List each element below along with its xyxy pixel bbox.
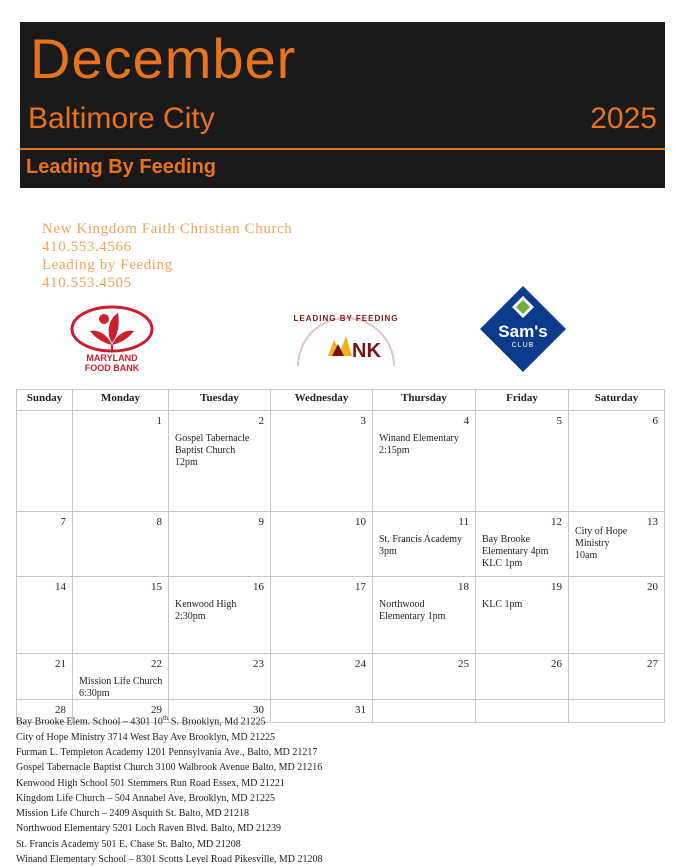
weekday-header: Monday xyxy=(73,390,169,411)
calendar-day-cell xyxy=(476,654,569,700)
org-phone: 410.553.4505 xyxy=(42,275,132,291)
calendar-day xyxy=(373,577,475,653)
day-number: 19 xyxy=(551,581,562,593)
day-number: 13 xyxy=(647,516,658,528)
address-line xyxy=(16,745,323,760)
calendar-day-cell xyxy=(569,700,665,723)
address-text: Bay Brooke Elem. School – 4301 10 xyxy=(16,716,163,728)
calendar-day xyxy=(73,577,168,653)
address-text: Kingdom Life Church – 504 Annabel Ave, Brooklyn, MD 21225 xyxy=(16,792,275,804)
calendar-day xyxy=(569,411,664,511)
day-number: 3 xyxy=(360,415,366,427)
calendar-day-cell xyxy=(569,411,665,512)
maryland-food-bank-logo xyxy=(62,305,162,375)
calendar-day-cell xyxy=(169,577,271,654)
calendar-day-cell xyxy=(271,577,373,654)
day-number: 11 xyxy=(458,516,469,528)
day-number: 30 xyxy=(253,704,264,716)
calendar-event: Bay Brooke Elementary 4pm KLC 1pm xyxy=(482,534,549,569)
day-number: 28 xyxy=(55,704,66,716)
sams-name: Sam's xyxy=(498,322,548,341)
calendar-day-cell xyxy=(271,512,373,577)
day-number: 12 xyxy=(551,516,562,528)
address-text: Mission Life Church – 2409 Asquith St. Balto, MD 21218 xyxy=(16,808,250,820)
address-line xyxy=(16,730,323,745)
address-line xyxy=(16,837,323,852)
address-text: Winand Elementary School – 8301 Scotts Level Road Pikesville, MD 21208 xyxy=(16,854,323,865)
calendar-day xyxy=(373,512,475,576)
lbf-mark: NK xyxy=(352,340,381,362)
calendar-day-cell xyxy=(569,512,665,577)
calendar-day xyxy=(73,654,168,699)
weekday-header-row xyxy=(17,390,665,411)
sams-club-logo xyxy=(478,284,568,374)
day-number: 1 xyxy=(156,415,162,427)
calendar-day xyxy=(271,577,372,653)
calendar-day xyxy=(373,700,475,722)
address-text: St. Francis Academy 501 E. Chase St. Balto, MD 21208 xyxy=(16,838,241,850)
calendar-day xyxy=(169,512,270,576)
day-number: 27 xyxy=(647,658,658,670)
calendar-day xyxy=(476,512,568,576)
calendar-day xyxy=(17,411,72,511)
day-number: 5 xyxy=(556,415,562,427)
calendar-day-cell xyxy=(169,411,271,512)
contact-block xyxy=(42,220,292,292)
calendar-day-cell xyxy=(569,577,665,654)
address-text: Northwood Elementary 5201 Loch Raven Blvd. Balto, MD 21239 xyxy=(16,823,281,835)
day-number: 29 xyxy=(151,704,162,716)
weekday-header: Thursday xyxy=(373,390,476,411)
calendar-day xyxy=(569,577,664,653)
day-number: 15 xyxy=(151,581,162,593)
month-title: December xyxy=(30,27,297,90)
calendar-day xyxy=(169,577,270,653)
calendar-day xyxy=(476,577,568,653)
calendar-day xyxy=(17,654,72,699)
day-number: 2 xyxy=(258,415,264,427)
calendar-event: Northwood Elementary 1pm xyxy=(379,599,446,622)
day-number: 22 xyxy=(151,658,162,670)
calendar-day-cell xyxy=(17,411,73,512)
calendar-day xyxy=(271,654,372,699)
address-text: City of Hope Ministry 3714 West Bay Ave Brooklyn, MD 21225 xyxy=(16,731,276,743)
calendar-event: Kenwood High 2:30pm xyxy=(175,599,237,622)
calendar-day-cell xyxy=(73,577,169,654)
weekday-header: Sunday xyxy=(17,390,73,411)
calendar-week-row xyxy=(17,411,665,512)
calendar-week-row xyxy=(17,654,665,700)
weekday-header: Friday xyxy=(476,390,569,411)
calendar-day xyxy=(271,512,372,576)
day-number: 31 xyxy=(355,704,366,716)
calendar-event: Mission Life Church 6:30pm xyxy=(79,676,163,699)
calendar-day xyxy=(569,700,664,722)
address-line xyxy=(16,852,323,867)
lbf-arc-text: LEADING BY FEEDING xyxy=(293,314,399,323)
address-line xyxy=(16,760,323,775)
calendar-event: Winand Elementary 2:15pm xyxy=(379,433,459,456)
calendar-day-cell xyxy=(373,512,476,577)
address-line xyxy=(16,821,323,836)
calendar-day-cell xyxy=(17,654,73,700)
food-bank-line2: FOOD BANK xyxy=(84,363,140,373)
church-phone: 410.553.4566 xyxy=(42,239,132,255)
calendar-day-cell xyxy=(271,654,373,700)
calendar-day xyxy=(271,411,372,511)
address-text: Kenwood High School 501 Stemmers Run Road Essex, MD 21221 xyxy=(16,777,285,789)
calendar-day-cell xyxy=(476,700,569,723)
address-text: Furman L. Templeton Academy 1201 Pennsylvania Ave., Balto, MD 21217 xyxy=(16,746,318,758)
calendar-day xyxy=(169,654,270,699)
address-line xyxy=(16,711,323,730)
day-number: 4 xyxy=(463,415,469,427)
day-number: 25 xyxy=(458,658,469,670)
calendar-day-cell xyxy=(271,411,373,512)
day-number: 23 xyxy=(253,658,264,670)
header-banner xyxy=(20,22,665,188)
calendar-day-cell xyxy=(169,512,271,577)
weekday-header: Wednesday xyxy=(271,390,373,411)
city-title: Baltimore City xyxy=(28,102,215,135)
header-divider xyxy=(20,148,665,150)
church-name: New Kingdom Faith Christian Church xyxy=(42,221,293,237)
calendar-week-row xyxy=(17,577,665,654)
address-ordinal: th xyxy=(162,714,169,722)
calendar-day-cell xyxy=(373,654,476,700)
calendar-day xyxy=(17,577,72,653)
sams-sub: CLUB xyxy=(511,342,535,349)
calendar-day xyxy=(73,512,168,576)
address-text-tail: S. Brooklyn, Md 21225 xyxy=(168,716,266,728)
calendar-day xyxy=(73,411,168,511)
calendar-event: KLC 1pm xyxy=(482,599,523,610)
year-title: 2025 xyxy=(590,102,657,135)
day-number: 16 xyxy=(253,581,264,593)
day-number: 9 xyxy=(258,516,264,528)
calendar-event: City of Hope Ministry 10am xyxy=(575,526,628,561)
address-text: Gospel Tabernacle Baptist Church 3100 Walbrook Avenue Balto, MD 21216 xyxy=(16,762,323,774)
day-number: 20 xyxy=(647,581,658,593)
calendar-day xyxy=(17,512,72,576)
calendar-day-cell xyxy=(169,654,271,700)
calendar-day xyxy=(476,654,568,699)
calendar-day-cell xyxy=(73,654,169,700)
calendar-day xyxy=(569,512,664,576)
calendar-grid xyxy=(16,389,665,723)
day-number: 24 xyxy=(355,658,366,670)
day-number: 10 xyxy=(355,516,366,528)
day-number: 26 xyxy=(551,658,562,670)
calendar-day-cell xyxy=(373,577,476,654)
calendar-event: St. Francis Academy 3pm xyxy=(379,534,463,557)
day-number: 8 xyxy=(156,516,162,528)
weekday-header: Tuesday xyxy=(169,390,271,411)
tagline: Leading By Feeding xyxy=(26,156,217,178)
calendar-day-cell xyxy=(476,577,569,654)
address-line xyxy=(16,791,323,806)
address-list xyxy=(16,711,323,867)
day-number: 17 xyxy=(355,581,366,593)
calendar-day-cell xyxy=(476,411,569,512)
calendar-week-row xyxy=(17,512,665,577)
calendar-day xyxy=(373,654,475,699)
food-bank-line1: MARYLAND xyxy=(86,353,138,363)
calendar-day-cell xyxy=(373,411,476,512)
calendar-day xyxy=(569,654,664,699)
calendar-day-cell xyxy=(73,411,169,512)
day-number: 18 xyxy=(458,581,469,593)
calendar-day xyxy=(373,411,475,511)
address-line xyxy=(16,806,323,821)
day-number: 21 xyxy=(55,658,66,670)
calendar-day-cell xyxy=(476,512,569,577)
day-number: 7 xyxy=(60,516,66,528)
calendar-day xyxy=(476,700,568,722)
calendar-day xyxy=(476,411,568,511)
calendar-day xyxy=(169,411,270,511)
calendar-day-cell xyxy=(373,700,476,723)
calendar-day-cell xyxy=(17,577,73,654)
calendar-event: Gospel Tabernacle Baptist Church 12pm xyxy=(175,433,250,468)
calendar-day-cell xyxy=(73,512,169,577)
calendar-day-cell xyxy=(17,512,73,577)
org-name: Leading by Feeding xyxy=(42,257,173,273)
day-number: 14 xyxy=(55,581,66,593)
leading-by-feeding-logo xyxy=(288,310,404,368)
day-number: 6 xyxy=(652,415,658,427)
weekday-header: Saturday xyxy=(569,390,665,411)
address-line xyxy=(16,776,323,791)
calendar-day-cell xyxy=(569,654,665,700)
